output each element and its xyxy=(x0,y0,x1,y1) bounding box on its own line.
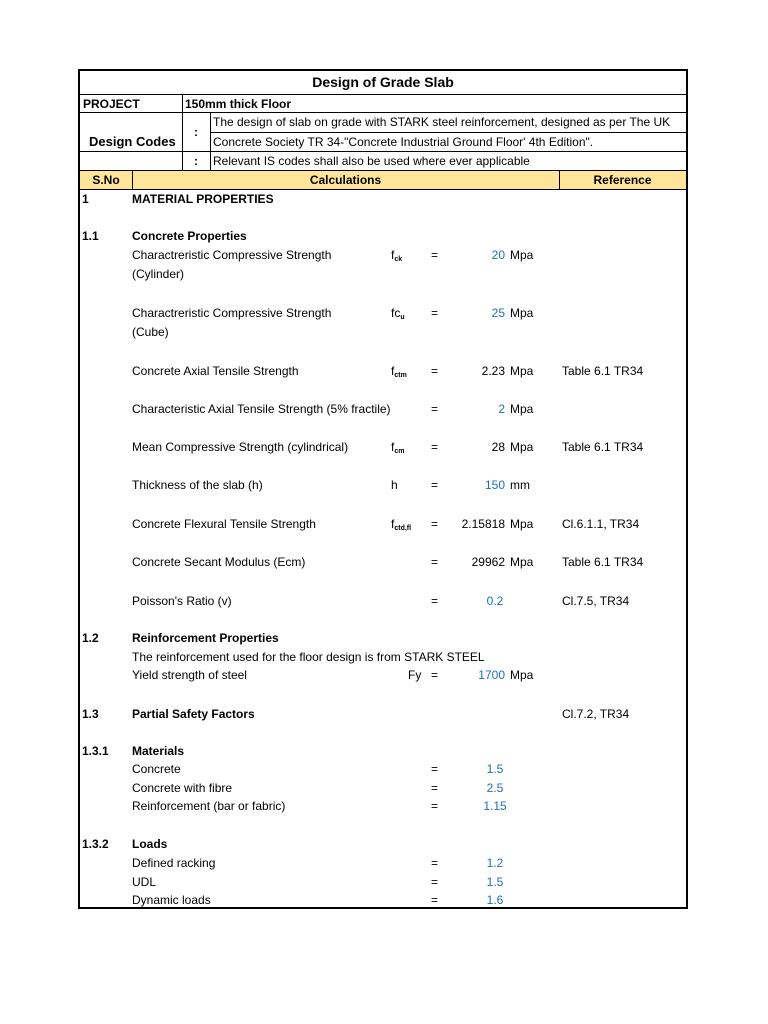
equals-sign: = xyxy=(431,440,439,454)
section-title: Concrete Properties xyxy=(132,229,247,243)
design-codes-label: Design Codes xyxy=(89,134,176,149)
row-label: Thickness of the slab (h) xyxy=(132,478,263,492)
row-value: 25 xyxy=(491,306,505,320)
row-value: 1.6 xyxy=(486,893,504,907)
row-reference: Cl.7.5, TR34 xyxy=(562,594,630,608)
row-label: Charactreristic Compressive Strength xyxy=(132,248,332,262)
design-code-line: The design of slab on grade with STARK steel reinforcement, designed as per The UK xyxy=(213,115,671,129)
row-unit: Mpa xyxy=(510,517,534,531)
design-codes-colon: : xyxy=(194,154,198,168)
row-value: 1.5 xyxy=(486,762,504,776)
section-title: MATERIAL PROPERTIES xyxy=(132,192,274,206)
row-unit: mm xyxy=(510,478,530,492)
column-header-sno: S.No xyxy=(92,173,120,187)
row-value: 150 xyxy=(484,478,505,492)
equals-sign: = xyxy=(431,555,439,569)
equals-sign: = xyxy=(431,478,439,492)
row-unit: Mpa xyxy=(510,402,534,416)
column-header-reference: Reference xyxy=(593,173,652,187)
equals-sign: = xyxy=(431,594,439,608)
equals-sign: = xyxy=(431,517,439,531)
equals-sign: = xyxy=(431,799,439,813)
section-number: 1 xyxy=(82,192,89,206)
row-symbol: $fc_u$ xyxy=(391,306,405,321)
row-unit: Mpa xyxy=(510,440,534,454)
design-codes-colon: : xyxy=(194,125,198,139)
calculation-sheet xyxy=(78,69,688,909)
column-header-calculations: Calculations xyxy=(309,173,382,187)
section-title: Loads xyxy=(132,837,168,851)
row-label: Concrete Flexural Tensile Strength xyxy=(132,517,316,531)
section-number: 1.1 xyxy=(82,229,99,243)
row-value: 0.2 xyxy=(486,594,504,608)
row-label: Dynamic loads xyxy=(132,893,211,907)
section-title: Partial Safety Factors xyxy=(132,707,255,721)
row-label: Characteristic Axial Tensile Strength (5% fractile) xyxy=(132,402,391,416)
equals-sign: = xyxy=(431,875,439,889)
row-symbol: h xyxy=(391,478,398,492)
row-unit: Mpa xyxy=(510,555,534,569)
row-symbol: $f_{cm}$ xyxy=(391,440,405,455)
section-title: Materials xyxy=(132,744,185,758)
row-label: Defined racking xyxy=(132,856,216,870)
row-value: 1.2 xyxy=(486,856,504,870)
row-label: Charactreristic Compressive Strength xyxy=(132,306,332,320)
equals-sign: = xyxy=(431,781,439,795)
row-unit: Mpa xyxy=(510,306,534,320)
project-value: 150mm thick Floor xyxy=(185,97,292,111)
equals-sign: = xyxy=(431,402,439,416)
row-unit: Mpa xyxy=(510,248,534,262)
row-value: 2 xyxy=(498,402,505,416)
section-title: Reinforcement Properties xyxy=(132,631,279,645)
row-unit: Mpa xyxy=(510,668,534,682)
equals-sign: = xyxy=(431,248,439,262)
row-reference: Cl.6.1.1, TR34 xyxy=(562,517,640,531)
section-number: 1.2 xyxy=(82,631,99,645)
row-value: 29962 xyxy=(471,555,505,569)
equals-sign: = xyxy=(431,856,439,870)
section-number: 1.3.2 xyxy=(82,837,109,851)
equals-sign: = xyxy=(431,306,439,320)
row-label: Concrete xyxy=(132,762,181,776)
reinforcement-note: The reinforcement used for the floor design is from STARK STEEL xyxy=(132,650,485,664)
row-reference: Cl.7.2, TR34 xyxy=(562,707,630,721)
row-label: Reinforcement (bar or fabric) xyxy=(132,799,286,813)
row-reference: Table 6.1 TR34 xyxy=(562,364,644,378)
section-number: 1.3 xyxy=(82,707,99,721)
row-unit: Mpa xyxy=(510,364,534,378)
row-symbol: Fy xyxy=(408,668,422,682)
project-label: PROJECT xyxy=(83,97,140,111)
design-code-line: Relevant IS codes shall also be used where ever applicable xyxy=(213,154,530,168)
row-value: 1700 xyxy=(478,668,505,682)
row-value: 28 xyxy=(491,440,505,454)
design-code-line: Concrete Society TR 34-"Concrete Industrial Ground Floor' 4th Edition". xyxy=(213,135,594,149)
row-reference: Table 6.1 TR34 xyxy=(562,440,644,454)
row-label: Concrete with fibre xyxy=(132,781,233,795)
equals-sign: = xyxy=(431,364,439,378)
row-label: Yield strength of steel xyxy=(132,668,247,682)
row-label: (Cylinder) xyxy=(132,267,185,281)
row-label: Poisson's Ratio (v) xyxy=(132,594,232,608)
row-value: 2.15818 xyxy=(461,517,505,531)
row-label: Concrete Axial Tensile Strength xyxy=(132,364,299,378)
row-value: 1.5 xyxy=(486,875,504,889)
page-title: Design of Grade Slab xyxy=(312,74,454,90)
equals-sign: = xyxy=(431,893,439,907)
row-value: 20 xyxy=(491,248,505,262)
row-label: UDL xyxy=(132,875,157,889)
row-symbol: $f_{ctm}$ xyxy=(391,364,407,379)
row-value: 1.15 xyxy=(483,799,507,813)
row-label: Concrete Secant Modulus (Ecm) xyxy=(132,555,306,569)
equals-sign: = xyxy=(431,668,439,682)
row-label: Mean Compressive Strength (cylindrical) xyxy=(132,440,349,454)
equals-sign: = xyxy=(431,762,439,776)
row-value: 2.23 xyxy=(481,364,505,378)
row-value: 2.5 xyxy=(486,781,504,795)
row-label: (Cube) xyxy=(132,325,169,339)
row-symbol: $f_{ctd,fl}$ xyxy=(391,517,412,532)
row-reference: Table 6.1 TR34 xyxy=(562,555,644,569)
row-symbol: $f_{ck}$ xyxy=(391,248,403,263)
section-number: 1.3.1 xyxy=(82,744,109,758)
